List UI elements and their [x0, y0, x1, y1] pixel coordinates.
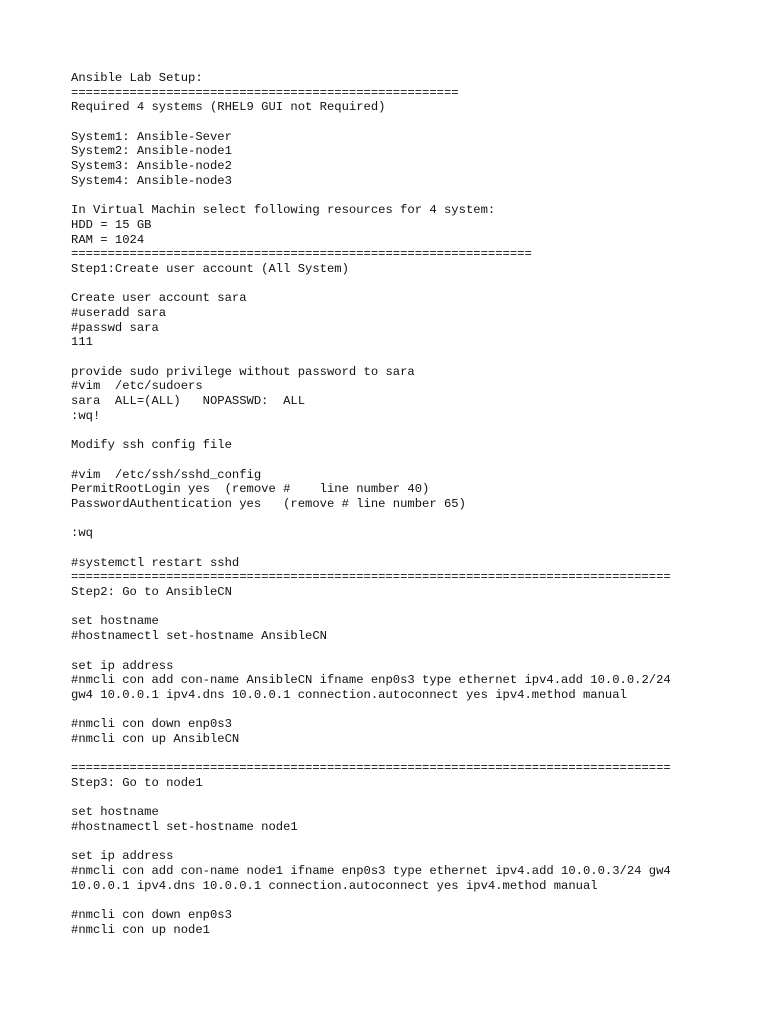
document-line: #nmcli con add con-name node1 ifname enp0s3 type ethernet ipv4.add 10.0.0.3/24 gw4 [71, 864, 671, 879]
document-line: #vim /etc/sudoers [71, 379, 203, 394]
document-line: ===================================================== [71, 85, 459, 100]
document-line: provide sudo privilege without password to sara [71, 364, 415, 379]
blank-line [71, 894, 761, 909]
document-line: Step3: Go to node1 [71, 776, 203, 790]
document-line: Ansible Lab Setup: [71, 71, 203, 85]
blank-line [71, 747, 761, 762]
blank-line [71, 600, 761, 615]
document-line: RAM = 1024 [71, 232, 145, 247]
document-line: 10.0.0.1 ipv4.dns 10.0.0.1 connection.autoconnect yes ipv4.method manual [71, 878, 598, 893]
document-line: #nmcli con down enp0s3 [71, 908, 232, 923]
document-line: ================================================================================== [71, 761, 671, 776]
blank-line [71, 453, 761, 468]
document-line: #systemctl restart sshd [71, 555, 240, 570]
blank-line [71, 703, 761, 718]
document-line: :wq! [71, 408, 101, 423]
document-line: System1: Ansible-Sever [71, 129, 232, 144]
document-line: ================================================================================== [71, 570, 671, 585]
document-line: #useradd sara [71, 306, 167, 320]
document-line: sara ALL=(ALL) NOPASSWD: ALL [71, 394, 306, 409]
blank-line [71, 512, 761, 527]
document-line: Create user account sara [71, 291, 247, 306]
document-line: In Virtual Machin select following resources for 4 system: [71, 203, 496, 218]
document-line: System4: Ansible-node3 [71, 173, 232, 188]
document-line: PasswordAuthentication yes (remove # line number 65) [71, 496, 466, 511]
document-line: #passwd sara [71, 320, 159, 335]
document-body [71, 71, 761, 938]
blank-line [71, 835, 761, 850]
document-line: #nmcli con down enp0s3 [71, 717, 232, 732]
document-line: set hostname [71, 805, 159, 820]
blank-line [71, 791, 761, 806]
document-line: 111 [71, 335, 93, 350]
blank-line [71, 541, 761, 556]
document-line: #nmcli con up AnsibleCN [71, 731, 240, 746]
document-line: Modify ssh config file [71, 438, 232, 453]
document-line: PermitRootLogin yes (remove # line number 40) [71, 482, 430, 497]
document-line: Step2: Go to AnsibleCN [71, 585, 232, 600]
document-line: #hostnamectl set-hostname node1 [71, 820, 298, 835]
blank-line [71, 277, 761, 292]
document-line: #vim /etc/ssh/sshd_config [71, 467, 262, 482]
blank-line [71, 189, 761, 204]
document-line: Step1:Create user account (All System) [71, 261, 349, 276]
blank-line [71, 115, 761, 130]
document-line: =============================================================== [71, 247, 532, 262]
document-line: :wq [71, 526, 93, 541]
blank-line [71, 350, 761, 365]
document-line: #hostnamectl set-hostname AnsibleCN [71, 629, 327, 644]
document-line: set hostname [71, 614, 159, 629]
document-line: gw4 10.0.0.1 ipv4.dns 10.0.0.1 connection.autoconnect yes ipv4.method manual [71, 687, 627, 702]
blank-line [71, 644, 761, 659]
document-line: #nmcli con up node1 [71, 922, 210, 937]
document-line: Required 4 systems (RHEL9 GUI not Required) [71, 100, 386, 115]
document-line: set ip address [71, 658, 174, 673]
blank-line [71, 424, 761, 439]
document-line: HDD = 15 GB [71, 217, 152, 232]
document-line: #nmcli con add con-name AnsibleCN ifname enp0s3 type ethernet ipv4.add 10.0.0.2/24 [71, 673, 671, 688]
document-line: set ip address [71, 849, 174, 864]
document-line: System2: Ansible-node1 [71, 144, 232, 159]
document-line: System3: Ansible-node2 [71, 159, 232, 174]
